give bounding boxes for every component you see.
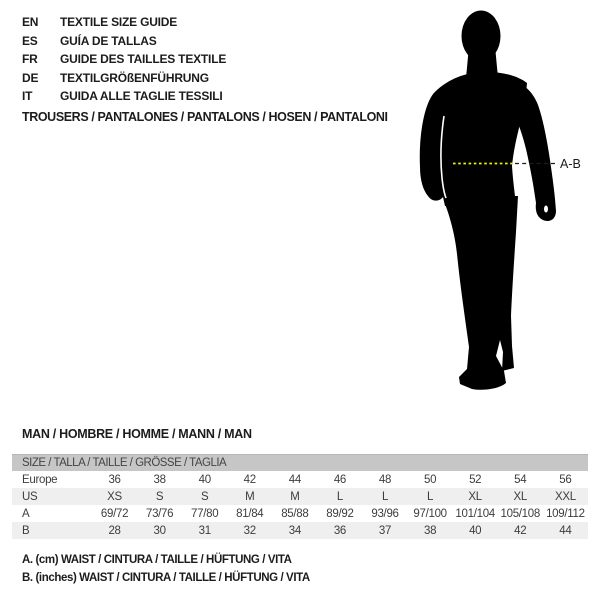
language-title: TEXTILGRÖßENFÜHRUNG <box>60 70 209 85</box>
size-cell: 28 <box>92 522 137 539</box>
size-cell: 46 <box>333 473 347 486</box>
language-row <box>22 87 226 106</box>
size-cell: 44 <box>543 522 588 539</box>
man-silhouette-icon <box>415 0 585 400</box>
language-title: TEXTILE SIZE GUIDE <box>60 15 178 29</box>
size-cell: 44 <box>288 473 301 486</box>
size-cell: 40 <box>198 473 211 486</box>
language-title: GUIDE DES TAILLES TEXTILE <box>60 52 227 67</box>
man-silhouette-figure <box>415 0 585 400</box>
size-cell: XL <box>453 488 498 505</box>
size-cell: 109/112 <box>546 507 585 520</box>
size-cell: 81/84 <box>236 507 264 520</box>
size-cell: 36 <box>108 473 121 486</box>
row-label: US <box>12 488 92 505</box>
size-cell: 34 <box>272 522 317 539</box>
size-cell: 30 <box>137 522 182 539</box>
size-cell: 50 <box>423 473 437 486</box>
size-cell: L <box>317 488 362 505</box>
language-row <box>22 50 226 69</box>
footnotes <box>22 552 310 587</box>
table-row <box>12 471 588 488</box>
size-cell: 54 <box>514 473 527 486</box>
size-cell: 73/76 <box>145 507 174 520</box>
size-cell: XL <box>498 488 543 505</box>
size-table-header: SIZE / TALLA / TAILLE / GRÖSSE / TAGLIA <box>12 455 588 472</box>
table-row <box>12 505 588 522</box>
size-cell: 101/104 <box>455 507 495 520</box>
language-code: IT <box>22 89 33 104</box>
row-label: Europe <box>22 473 58 486</box>
footnote: A. (cm) WAIST / CINTURA / TAILLE / HÜFTUNG / VITA <box>22 554 292 566</box>
size-cell: 48 <box>378 473 392 486</box>
size-cell: 31 <box>182 522 227 539</box>
size-cell: 40 <box>453 522 498 539</box>
size-cell: 37 <box>362 522 407 539</box>
size-cell: 69/72 <box>100 507 129 520</box>
thumb-notch <box>544 206 548 213</box>
size-cell: L <box>362 488 407 505</box>
size-cell: 36 <box>317 522 362 539</box>
table-row <box>12 488 588 505</box>
language-title: GUÍA DE TALLAS <box>60 33 157 48</box>
size-cell: 52 <box>469 473 482 486</box>
size-cell: 89/92 <box>326 507 354 520</box>
size-cell: XS <box>92 488 137 505</box>
language-code: ES <box>22 33 38 48</box>
language-row <box>22 69 226 88</box>
size-cell: S <box>182 488 227 505</box>
size-cell: S <box>137 488 182 505</box>
language-code: FR <box>22 52 38 67</box>
size-cell: 85/88 <box>281 507 309 520</box>
size-cell: 32 <box>227 522 272 539</box>
size-cell: 42 <box>498 522 543 539</box>
language-code: DE <box>22 70 39 85</box>
language-row <box>22 32 226 51</box>
category-title: TROUSERS / PANTALONES / PANTALONS / HOSEN / PANTALONI <box>22 110 388 124</box>
size-cell: L <box>408 488 453 505</box>
language-list <box>22 13 226 106</box>
size-cell: M <box>272 488 317 505</box>
silhouette-legs <box>445 196 518 390</box>
size-cell: 97/100 <box>413 507 447 520</box>
size-table-body <box>12 471 588 539</box>
size-cell: M <box>227 488 272 505</box>
language-code: EN <box>22 15 39 29</box>
size-cell: 77/80 <box>191 507 219 520</box>
size-cell: 56 <box>559 473 572 486</box>
measure-label: A-B <box>560 157 581 171</box>
size-cell: 42 <box>243 473 256 486</box>
size-cell: 105/108 <box>500 507 540 520</box>
table-row <box>12 522 588 539</box>
language-title: GUIDA ALLE TAGLIE TESSILI <box>60 89 223 104</box>
size-table-header-row <box>12 455 588 472</box>
language-row <box>22 13 226 32</box>
row-label: B <box>12 522 92 539</box>
size-cell: 93/96 <box>371 507 399 520</box>
size-cell: 38 <box>408 522 453 539</box>
size-cell: 38 <box>153 473 166 486</box>
size-table <box>12 454 588 539</box>
row-label: A <box>22 507 30 520</box>
size-cell: XXL <box>543 488 588 505</box>
gender-title: MAN / HOMBRE / HOMME / MANN / MAN <box>22 427 252 441</box>
footnote: B. (inches) WAIST / CINTURA / TAILLE / HÜFTUNG / VITA <box>22 571 310 584</box>
